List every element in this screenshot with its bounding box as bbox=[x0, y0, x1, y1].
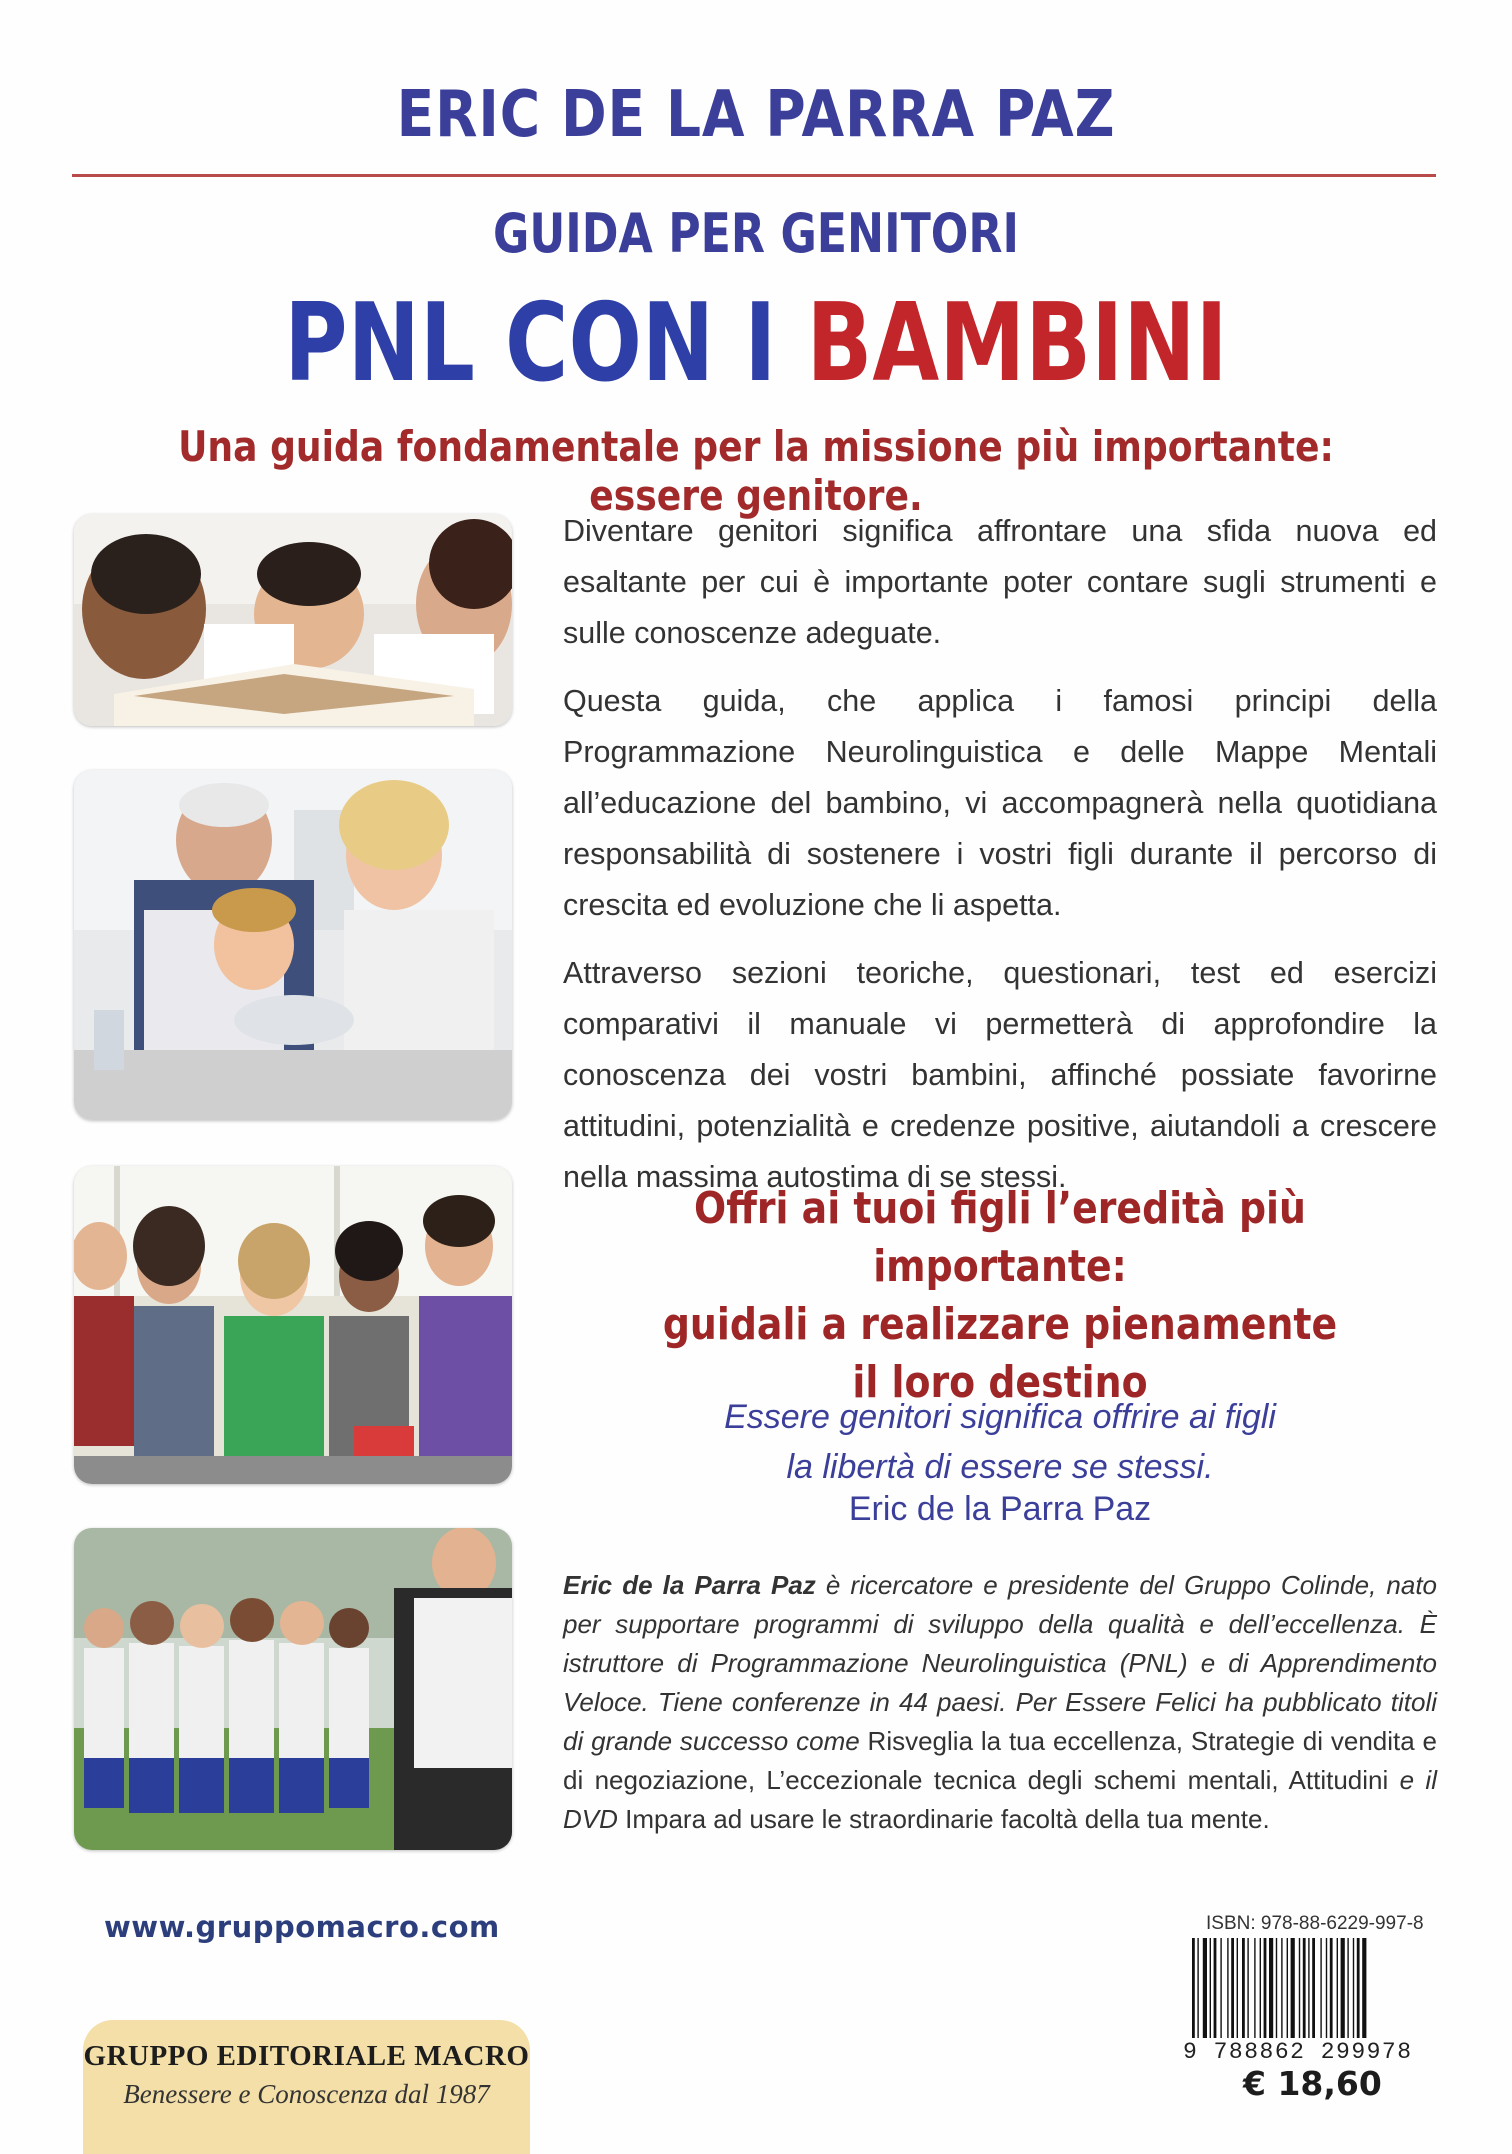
kids-sports-team-photo bbox=[74, 1528, 512, 1850]
teens-group-photo bbox=[74, 1166, 512, 1484]
highlight-line: Offri ai tuoi figli l’eredità più importante: bbox=[694, 1183, 1306, 1292]
barcode-image bbox=[1192, 1938, 1432, 2038]
tagline: Una guida fondamentale per la missione più importante: essere genitore. bbox=[178, 422, 1334, 520]
title-part-red: BAMBINI bbox=[806, 281, 1228, 406]
description-paragraph: Questa guida, che applica i famosi principi della Programmazione Neurolinguistica e delle Mappe Mentali all’educazione del bambino, vi accompagnerà nella quotidiana responsabilità di sostenere i vostri figli durante il percorso di crescita ed evoluzione che li aspetta. bbox=[563, 684, 1437, 922]
quote-line: la libertà di essere se stessi. bbox=[786, 1448, 1214, 1486]
description-paragraph: Diventare genitori significa affrontare una sfida nuova ed esaltante per cui è importante poter contare sugli strumenti e sulle conoscenze adeguate. bbox=[563, 514, 1437, 650]
bio-text-dvd: e il DVD bbox=[563, 1765, 1437, 1834]
highlight-line: guidali a realizzare pienamente bbox=[662, 1299, 1338, 1350]
quote bbox=[563, 1392, 1437, 1492]
grandparents-baking-photo bbox=[74, 770, 512, 1120]
bio-titles: Risveglia la tua eccellenza, Strategie di vendita e di negoziazione, L’eccezionale tecnica degli schemi mentali, Attitudini bbox=[563, 1726, 1438, 1795]
bio-dvd-title: Impara ad usare le straordinarie facoltà della tua mente. bbox=[625, 1804, 1270, 1834]
description-paragraph: Attraverso sezioni teoriche, questionari, test ed esercizi comparativi il manuale vi permetterà di approfondire la conoscenza dei vostri bambini, affinché possiate favorirne attitudini, potenzialità e credenze positive, aiutandoli a crescere nella massima autostima di se stessi. bbox=[563, 956, 1437, 1194]
bio-author-name: Eric de la Parra Paz bbox=[563, 1570, 816, 1600]
publisher-logo-box bbox=[83, 2020, 530, 2154]
header-divider bbox=[72, 174, 1436, 177]
family-reading-photo bbox=[74, 514, 512, 726]
isbn-label: ISBN: 978-88-6229-997-8 bbox=[1206, 1913, 1424, 1934]
author-bio bbox=[563, 1566, 1437, 1839]
barcode-digits: 9 788862 299978 bbox=[1183, 2039, 1413, 2065]
quote-line: Essere genitori significa offrire ai figli bbox=[724, 1398, 1276, 1436]
quote-author: Eric de la Parra Paz bbox=[848, 1490, 1152, 1528]
publisher-slogan: Benessere e Conoscenza dal 1987 bbox=[123, 2079, 490, 2109]
book-title bbox=[151, 281, 1361, 406]
publisher-website[interactable]: www.gruppomacro.com bbox=[104, 1910, 500, 1944]
highlight-line: il loro destino bbox=[852, 1357, 1148, 1408]
publisher-name: GRUPPO EDITORIALE MACRO bbox=[83, 2040, 530, 2072]
price: € 18,60 bbox=[1243, 2064, 1382, 2103]
title-part-blue: PNL CON I bbox=[284, 281, 807, 406]
book-subtitle: GUIDA PER GENITORI bbox=[493, 202, 1019, 265]
description bbox=[563, 506, 1437, 1220]
bio-text: è ricercatore e presidente del Gruppo Colinde, nato per supportare programmi di sviluppo della qualità e dell’eccellenza. È istruttore di Programmazione Neurolinguistica (PNL) e di Apprendimento Veloce. Tiene conferenze in 44 paesi. Per Essere Felici ha pubblicato titoli di grande successo come bbox=[563, 1570, 1437, 1756]
highlight-statement bbox=[563, 1180, 1437, 1412]
author-name: ERIC DE LA PARRA PAZ bbox=[396, 78, 1116, 152]
